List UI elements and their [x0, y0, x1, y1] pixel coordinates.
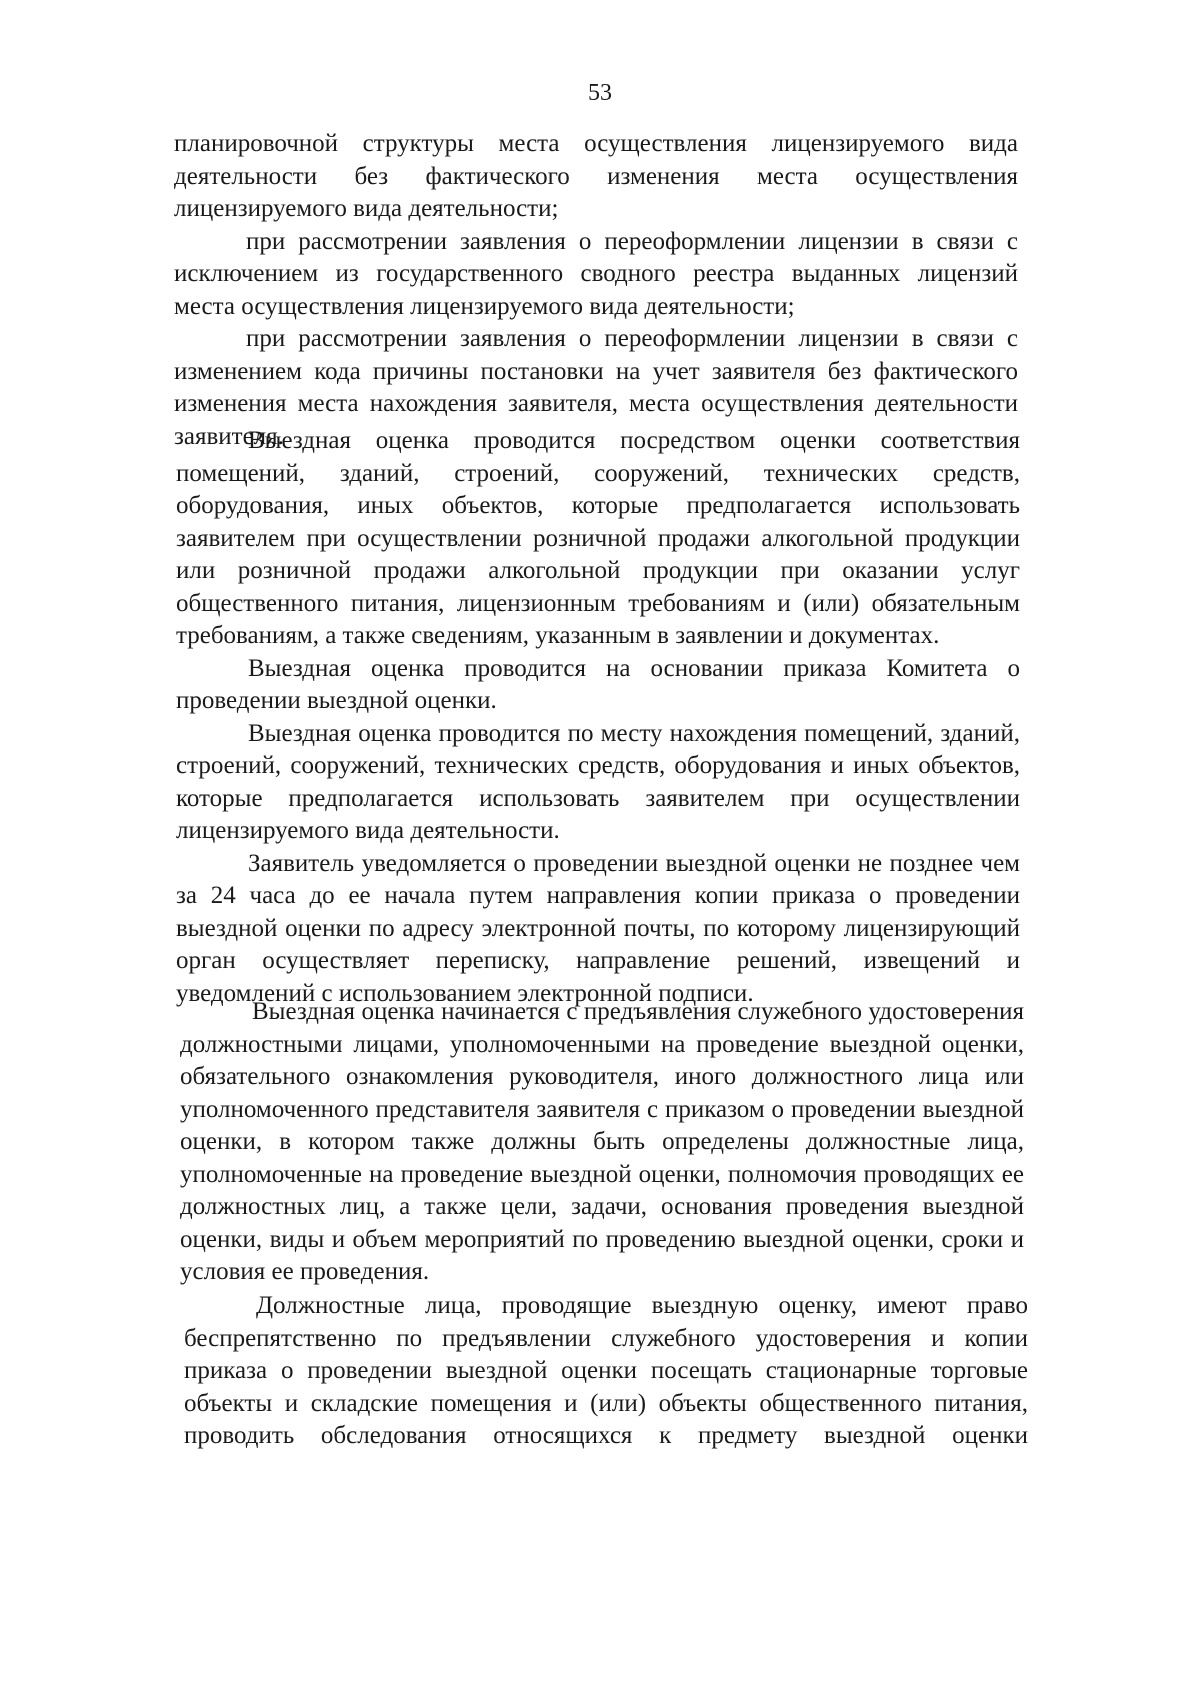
paragraph-4: Выездная оценка проводится посредством оценки соответствия помещений, зданий, строений, сооружений, технических средств, оборудования, иных объектов, которые предполагается использовать заявителем при осуществлении розничной продажи алкогольной продукции или розничной продажи алкогольной продукции при оказании услуг общественного питания, лицензионным требованиям и (или) обязательным требованиям, а также сведениям, указанным в заявлении и документах.: [176, 427, 1020, 649]
text-block-3: [180, 996, 1024, 1289]
text-block-2: [176, 425, 1020, 1010]
page-number: 53: [588, 80, 612, 106]
paragraph-8: Выездная оценка начинается с предъявления служебного удостоверения должностными лицами, уполномоченными на проведение выездной оценки, обязательного ознакомления руководителя, иного должностного лица или уполномоченного представителя заявителя с приказом о проведении выездной оценки, в котором также должны быть определены должностные лица, уполномоченные на проведение выездной оценки, полномочия проводящих ее должностных лиц, а также цели, задачи, основания проведения выездной оценки, виды и объем мероприятий по проведению выездной оценки, сроки и условия ее проведения.: [180, 998, 1024, 1285]
paragraph-6: Выездная оценка проводится по месту нахождения помещений, зданий, строений, сооружений, технических средств, оборудования и иных объектов, которые предполагается использовать заявителем при осуществлении лицензируемого вида деятельности.: [176, 719, 1020, 844]
paragraph-9: Должностные лица, проводящие выездную оценку, имеют право беспрепятственно по предъявлении служебного удостоверения и копии приказа о проведении выездной оценки посещать стационарные торговые объекты и складские помещения и (или) объекты общественного питания, проводить обследования относящихся к предмету выездной оценки: [184, 1292, 1028, 1449]
text-block-1: [174, 128, 1018, 453]
paragraph-5: Выездная оценка проводится на основании приказа Комитета о проведении выездной оценки.: [176, 654, 1020, 714]
paragraph-3: при рассмотрении заявления о переоформлении лицензии в связи с изменением кода причины постановки на учет заявителя без фактического изменения места нахождения заявителя, места осуществления деятельности заявителя.: [174, 325, 1018, 450]
text-block-4: [184, 1290, 1028, 1453]
paragraph-1: планировочной структуры места осуществления лицензируемого вида деятельности без фактического изменения места осуществления лицензируемого вида деятельности;: [174, 130, 1018, 222]
paragraph-7: Заявитель уведомляется о проведении выездной оценки не позднее чем за 24 часа до ее начала путем направления копии приказа о проведении выездной оценки по адресу электронной почты, по которому лицензирующий орган осуществляет переписку, направление решений, извещений и уведомлений с использованием электронной подписи.: [176, 849, 1020, 1007]
paragraph-2: при рассмотрении заявления о переоформлении лицензии в связи с исключением из государственного сводного реестра выданных лицензий места осуществления лицензируемого вида деятельности;: [174, 227, 1018, 320]
